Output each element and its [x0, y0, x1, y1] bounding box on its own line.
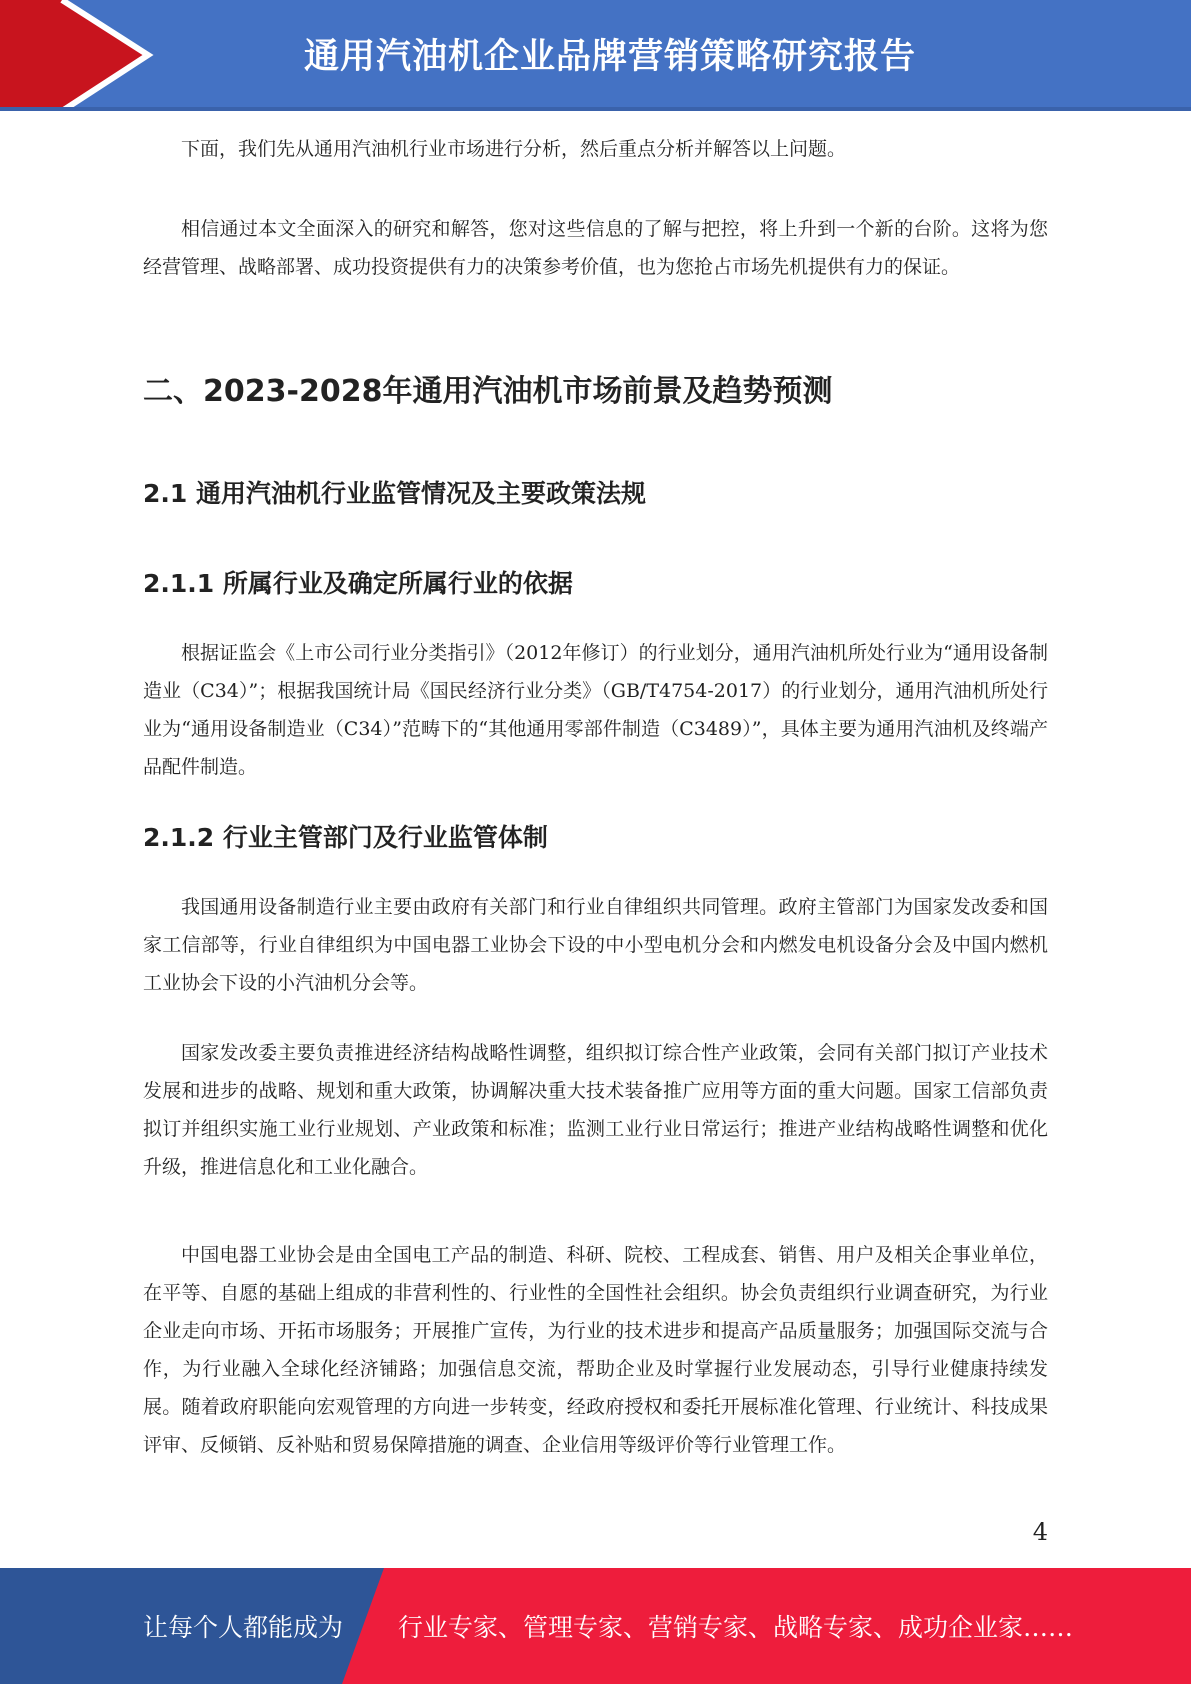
- page-number: 4: [1032, 1518, 1048, 1546]
- footer-slogan-left: 让每个人都能成为: [143, 1613, 344, 1642]
- industry-classification-paragraph: 根据证监会《上市公司行业分类指引》（2012年修订）的行业划分，通用汽油机所处行业为“通用设备制造业（C34）”；根据我国统计局《国民经济行业分类》（GB/T4754-2017）的行业划分，通用汽油机所处行业为“通用设备制造业（C34）”范畴下的“其他通用零部件制造（C3489）”，具体主要为通用汽油机及终端产品配件制造。: [143, 642, 1048, 778]
- page-footer: [0, 1568, 1191, 1684]
- regulation-paragraph-1: 我国通用设备制造行业主要由政府有关部门和行业自律组织共同管理。政府主管部门为国家发改委和国家工信部等，行业自律组织为中国电器工业协会下设的中小型电机分会和内燃发电机设备分会及中国内燃机工业协会下设的小汽油机分会等。: [143, 896, 1048, 994]
- page-header: [0, 0, 1191, 111]
- regulation-paragraph-2: 国家发改委主要负责推进经济结构战略性调整，组织拟订综合性产业政策，会同有关部门拟订产业技术发展和进步的战略、规划和重大政策，协调解决重大技术装备推广应用等方面的重大问题。国家工信部负责拟订并组织实施工业行业规划、产业政策和标准；监测工业行业日常运行；推进产业结构战略性调整和优化升级，推进信息化和工业化融合。: [143, 1042, 1048, 1178]
- subsubsection-heading-2: 2.1.2 行业主管部门及行业监管体制: [143, 823, 548, 852]
- subsubsection-heading-1: 2.1.1 所属行业及确定所属行业的依据: [143, 569, 573, 598]
- intro-paragraph-2: 相信通过本文全面深入的研究和解答，您对这些信息的了解与把控，将上升到一个新的台阶。这将为您经营管理、战略部署、成功投资提供有力的决策参考价值，也为您抢占市场先机提供有力的保证。: [143, 218, 1048, 278]
- intro-paragraph-1: 下面，我们先从通用汽油机行业市场进行分析，然后重点分析并解答以上问题。: [181, 138, 847, 160]
- subsection-heading: 2.1 通用汽油机行业监管情况及主要政策法规: [143, 479, 646, 508]
- regulation-paragraph-3: 中国电器工业协会是由全国电工产品的制造、科研、院校、工程成套、销售、用户及相关企事业单位，在平等、自愿的基础上组成的非营利性的、行业性的全国性社会组织。协会负责组织行业调查研究，为行业企业走向市场、开拓市场服务；开展推广宣传，为行业的技术进步和提高产品质量服务；加强国际交流与合作，为行业融入全球化经济铺路；加强信息交流，帮助企业及时掌握行业发展动态，引导行业健康持续发展。随着政府职能向宏观管理的方向进一步转变，经政府授权和委托开展标准化管理、行业统计、科技成果评审、反倾销、反补贴和贸易保障措施的调查、企业信用等级评价等行业管理工作。: [143, 1244, 1048, 1456]
- header-title: 通用汽油机企业品牌营销策略研究报告: [303, 36, 916, 77]
- header-underline: [0, 107, 1191, 111]
- section-heading: 二、2023-2028年通用汽油机市场前景及趋势预测: [143, 374, 833, 409]
- footer-slogan-right: 行业专家、管理专家、营销专家、战略专家、成功企业家……: [398, 1613, 1074, 1642]
